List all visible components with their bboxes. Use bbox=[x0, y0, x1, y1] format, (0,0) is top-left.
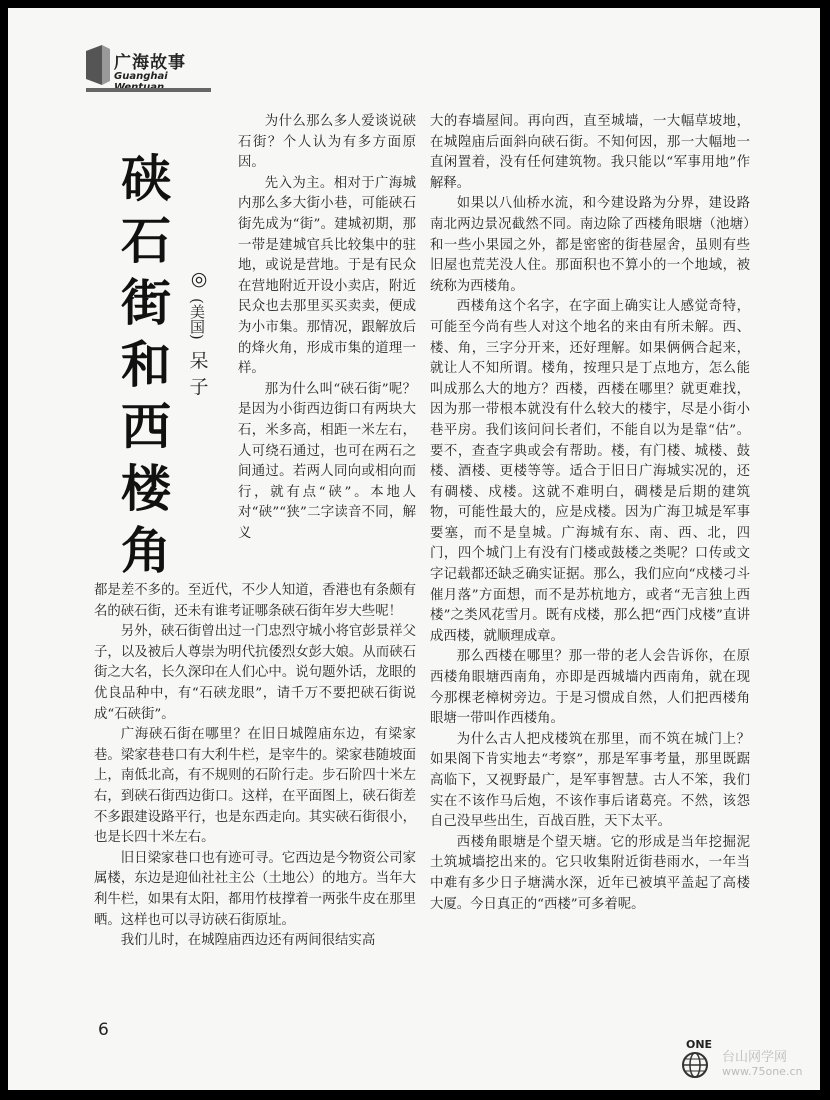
title-char: 楼 bbox=[121, 460, 171, 518]
title-char: 角 bbox=[121, 522, 171, 580]
magazine-page bbox=[8, 8, 820, 1090]
paragraph: 大的春墙屋间。再向西，直至城墙，一大幅草坡地，在城隍庙后面斜向硖石街。不知何因，那一大幅地一直闲置着，没有任何建筑物。我只能以“军事用地”作解释。 bbox=[430, 114, 750, 191]
title-char: 街 bbox=[121, 274, 171, 332]
watermark bbox=[668, 1038, 818, 1088]
paragraph: 为什么那么多人爱谈说硖石街？个人认为有多方面原因。 bbox=[238, 114, 416, 171]
header-rule bbox=[86, 88, 211, 92]
watermark-url: www.75one.cn bbox=[722, 1065, 803, 1078]
column-logo-icon bbox=[86, 45, 110, 85]
column-header bbox=[86, 45, 211, 95]
paragraph: 西楼角眼塘是个望天塘。它的形成是当年挖掘泥土筑城墙挖出来的。它只收集附近街巷雨水，一年当中难有多少日子塘满水深，近年已被填平盖起了高楼大厦。今日真正的“西楼”可多着呢。 bbox=[430, 834, 750, 912]
author-byline bbox=[186, 266, 212, 400]
paragraph: 广海硖石街在哪里？在旧日城隍庙东边，有梁家巷。梁家巷巷口有大利牛栏，是宰牛的。梁家巷随坡面上，南低北高，有不规则的石阶行走。步石阶四十米左右，到硖石街西边街口。这样，在平面图上，硖石街差不多跟建设路平行，也是东西走向。其实硖石街很小，也是长四十米左右。 bbox=[94, 727, 416, 846]
paragraph: 如果以八仙桥水流，和今建设路为分界，建设路南北两边景况截然不同。南边除了西楼角眼塘（池塘）和一些小果园之外，都是密密的街巷屋舍，虽则有些旧屋也荒芜没人住。那面积也不算小的一个地域，被统称为西楼角。 bbox=[430, 196, 750, 294]
title-char: 和 bbox=[121, 336, 171, 394]
column-subtitle: Guanghai bbox=[114, 71, 168, 82]
paragraph: 旧日梁家巷口也有迹可寻。它西边是今物资公司家属楼，东边是迎仙社社主公（土地公）的地方。当年大利牛栏，如果有太阳，都用竹枝撑着一两张牛皮在那里晒。这样也可以寻访硖石街原址。 bbox=[94, 850, 416, 928]
column-title: 广海故事 bbox=[114, 53, 186, 73]
author-origin: (美国) bbox=[188, 298, 206, 340]
paragraph: 那么西楼在哪里？那一带的老人会告诉你，在原西楼角眼塘西南角，亦即是西城墙内西南角，就在现今那棵老樟树旁边。于是习惯成自然，人们把西楼角眼塘一带叫作西楼角。 bbox=[430, 649, 750, 727]
author-mark-icon: ◎ bbox=[190, 268, 208, 290]
text-column-right bbox=[430, 112, 750, 915]
title-char: 西 bbox=[121, 398, 171, 456]
watermark-name: 台山网学网 bbox=[722, 1050, 788, 1065]
paragraph: 我们儿时，在城隍庙西边还有两间很结实高 bbox=[120, 933, 376, 949]
paragraph: 都是差不多的。至近代，不少人知道，香港也有条颇有名的硖石街，还未有谁考证哪条硖石街年岁大些呢！ bbox=[94, 583, 416, 619]
paragraph: 那为什么叫“硖石街”呢？是因为小街西边街口有两块大石，米多高，相距一米左右，人可绕石通过，也可在两石之间通过。若两人同向或相向而行，就有点“硖”。本地人对“硖”“狭”二字读音不同，解义 bbox=[238, 381, 416, 541]
paragraph: 西楼角这个名字，在字面上确实让人感觉奇特，可能至今尚有些人对这个地名的来由有所未解。西、楼、角，三字分开来，还好理解。如果俩俩合起来，就让人不知所谓。楼角，按理只是丁点地方，怎么能叫成那么大的地方？西楼，西楼在哪里？就更难找，因为那一带根本就没有什么较大的楼宇，尽是小街小巷平房。我们该问问长者们，不能自以为是靠“估”。要不，查查字典或会有帮助。楼，有门楼、城楼、鼓楼、酒楼、更楼等等。适合于旧日广海城实况的，还有碉楼、戍楼。这就不难明白，碉楼是后期的建筑物，可能性最大的，应是戍楼。因为广海卫城是军事要塞，而不是皇城。广海城有东、南、西、北，四门，四个城门上有没有门楼或鼓楼之类呢？口传或文字记载都还缺乏确实证据。那么，我们应向“戍楼刁斗催月落”方面想，而不是苏杭地方，或者“无言独上西楼”之类风花雪月。既有戍楼，那么把“西门戍楼”直讲成西楼，就顺理成章。 bbox=[430, 299, 750, 644]
watermark-logo: ONE bbox=[686, 1038, 713, 1051]
title-char: 石 bbox=[121, 212, 171, 270]
globe-icon bbox=[680, 1050, 710, 1080]
text-column-top-left bbox=[238, 112, 416, 544]
paragraph: 另外，硖石街曾出过一门忠烈守城小将官彭景祥父子，以及被后人尊崇为明代抗倭烈女彭大娘。从而硖石街之大名，长久深印在人们心中。说句题外话，龙眼的优良品种中，有“石硖龙眼”，请千万不要把硖石街说成“石硖街”。 bbox=[94, 624, 416, 722]
paragraph: 为什么古人把戍楼筑在那里，而不筑在城门上？如果阁下肯实地去“考察”，那是军事考量，那里既踞高临下，又视野最广，是军事智慧。古人不笨，我们实在不该作马后炮，不该作事后诸葛亮。不然，该怨自己没早些出生，百战百胜，天下太平。 bbox=[430, 731, 750, 830]
article-title bbox=[116, 148, 176, 582]
title-char: 硖 bbox=[121, 150, 171, 208]
author-name-char: 呆 bbox=[189, 349, 209, 372]
author-name-char: 子 bbox=[189, 375, 209, 398]
paragraph: 先入为主。相对于广海城内那么多大街小巷，可能硖石街先成为“街”。建城初期，那一带是建城官兵比较集中的驻地，或说是营地。于是有民众在营地附近开设小卖店，附近民众也去那里买买卖卖，便成为小市集。那情况，跟解放后的烽火角，形成市集的道理一样。 bbox=[238, 175, 416, 377]
page-number: 6 bbox=[98, 1020, 109, 1040]
text-column-bottom-left bbox=[94, 581, 416, 952]
